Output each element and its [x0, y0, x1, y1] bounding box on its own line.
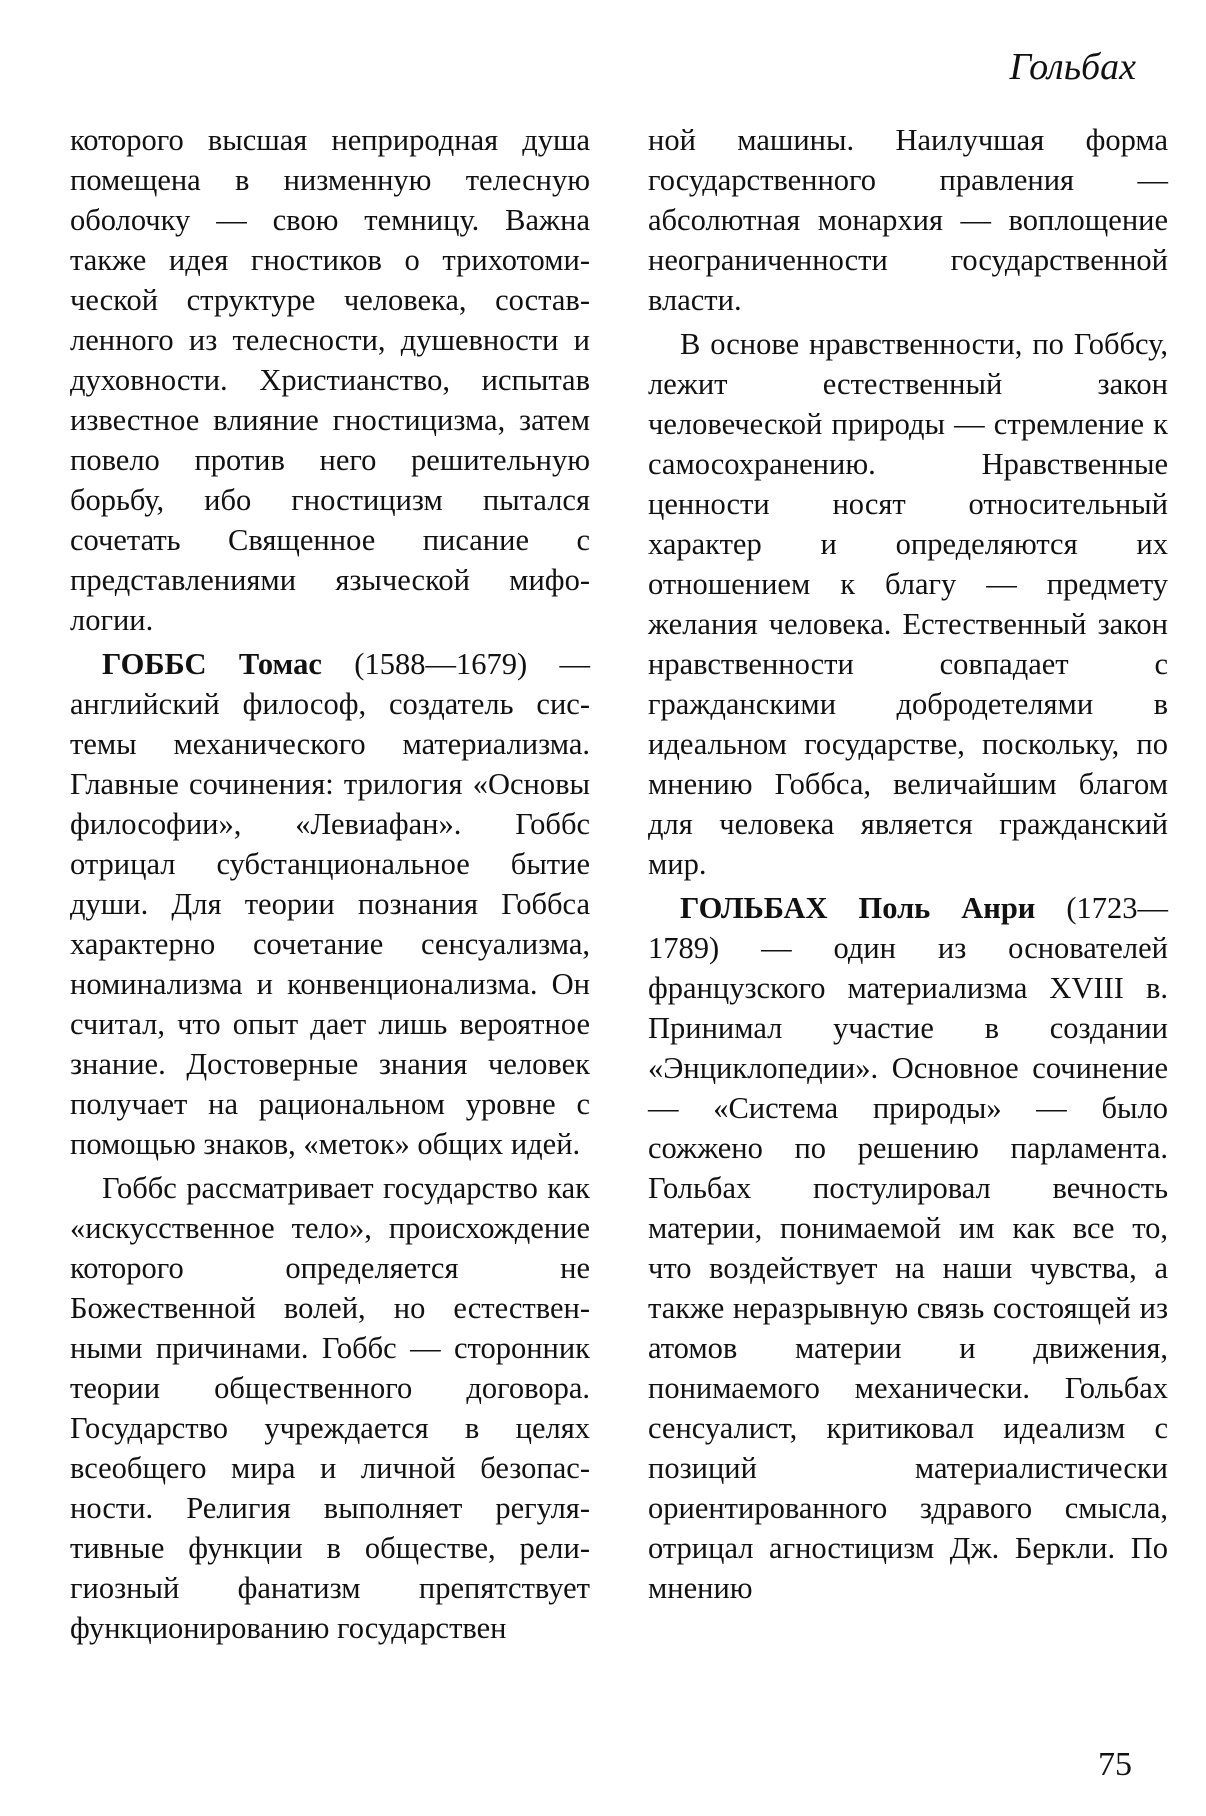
entry-term-hobbes: ГОББС Томас	[102, 647, 322, 681]
paragraph-hobbes-morality: В основе нравственности, по Гоббсу, лежит естественный закон человеческой природы — стремление к самосохранению. Нравственные ценности носят относительный характер и определяются их отношением к благу — предмету желания человека. Естественный закон нравственности совпадает с гражданскими добродетелями в идеальном государстве, поскольку, по мнению Гоббса, величайшим благом для человека является гражданский мир.	[648, 327, 1168, 881]
entry-holbach	[648, 888, 1168, 1608]
entry-term-holbach: ГОЛЬБАХ Поль Анри	[680, 891, 1036, 925]
paragraph-hobbes-state-end: ной машины. Наилучшая форма государственного правления — абсолютная монархия — воплощение неограниченности государственной власти.	[648, 123, 1168, 317]
right-column	[648, 120, 1168, 1610]
page-number: 75	[1098, 1746, 1132, 1783]
paragraph-gnosticism-end: которого высшая неприродная душа помещена в низменную телесную оболочку — свою темницу. Важна также идея гностиков о трихотомической структуре человека, составленного из телесности, душевности и духовности. Христианство, испытав известное влияние гностицизма, затем повело против него решительную борьбу, ибо гностицизм пытался сочетать Священное писание с представлениями языческой мифологии.	[70, 123, 590, 637]
entry-hobbes	[70, 644, 590, 1164]
running-head: Гольбах	[1009, 46, 1136, 88]
entry-text-holbach: (1723—1789) — один из основателей французского материализма XVIII в. Принимал участие в создании «Энциклопедии». Основное сочинение — «Система природы» — было сожжено по решению парламента. Гольбах постулировал вечность материи, понимаемой им как все то, что воздействует на наши чувства, а также неразрывную связь состоящей из атомов материи и движения, понимаемого механически. Гольбах сенсуалист, критиковал идеализм с позиций материалистически ориентированного здравого смысла, отрицал агностицизм Дж. Беркли. По мнению	[648, 891, 1168, 1605]
entry-text-hobbes: (1588—1679) — английский философ, создатель системы механического материализма. Главные сочинения: трилогия «Основы философии», «Левиафан». Гоббс отрицал субстанциональное бытие души. Для теории познания Гоббса характерно сочетание сенсуализма, номинализма и конвенционализма. Он считал, что опыт дает лишь вероятное знание. Достоверные знания человек получает на рациональном уровне с помощью знаков, «меток» общих идей.	[70, 647, 590, 1161]
paragraph-hobbes-state: Гоббс рассматривает государство как «искусственное тело», происхождение которого определяется не Божественной волей, но естественными причинами. Гоббс — сторонник теории общественного договора. Государство учреждается в целях всеобщего мира и личной безопасности. Религия выполняет регулятивные функции в обществе, религиозный фанатизм препятствует функционированию государствен	[70, 1171, 590, 1645]
left-column	[70, 120, 590, 1650]
